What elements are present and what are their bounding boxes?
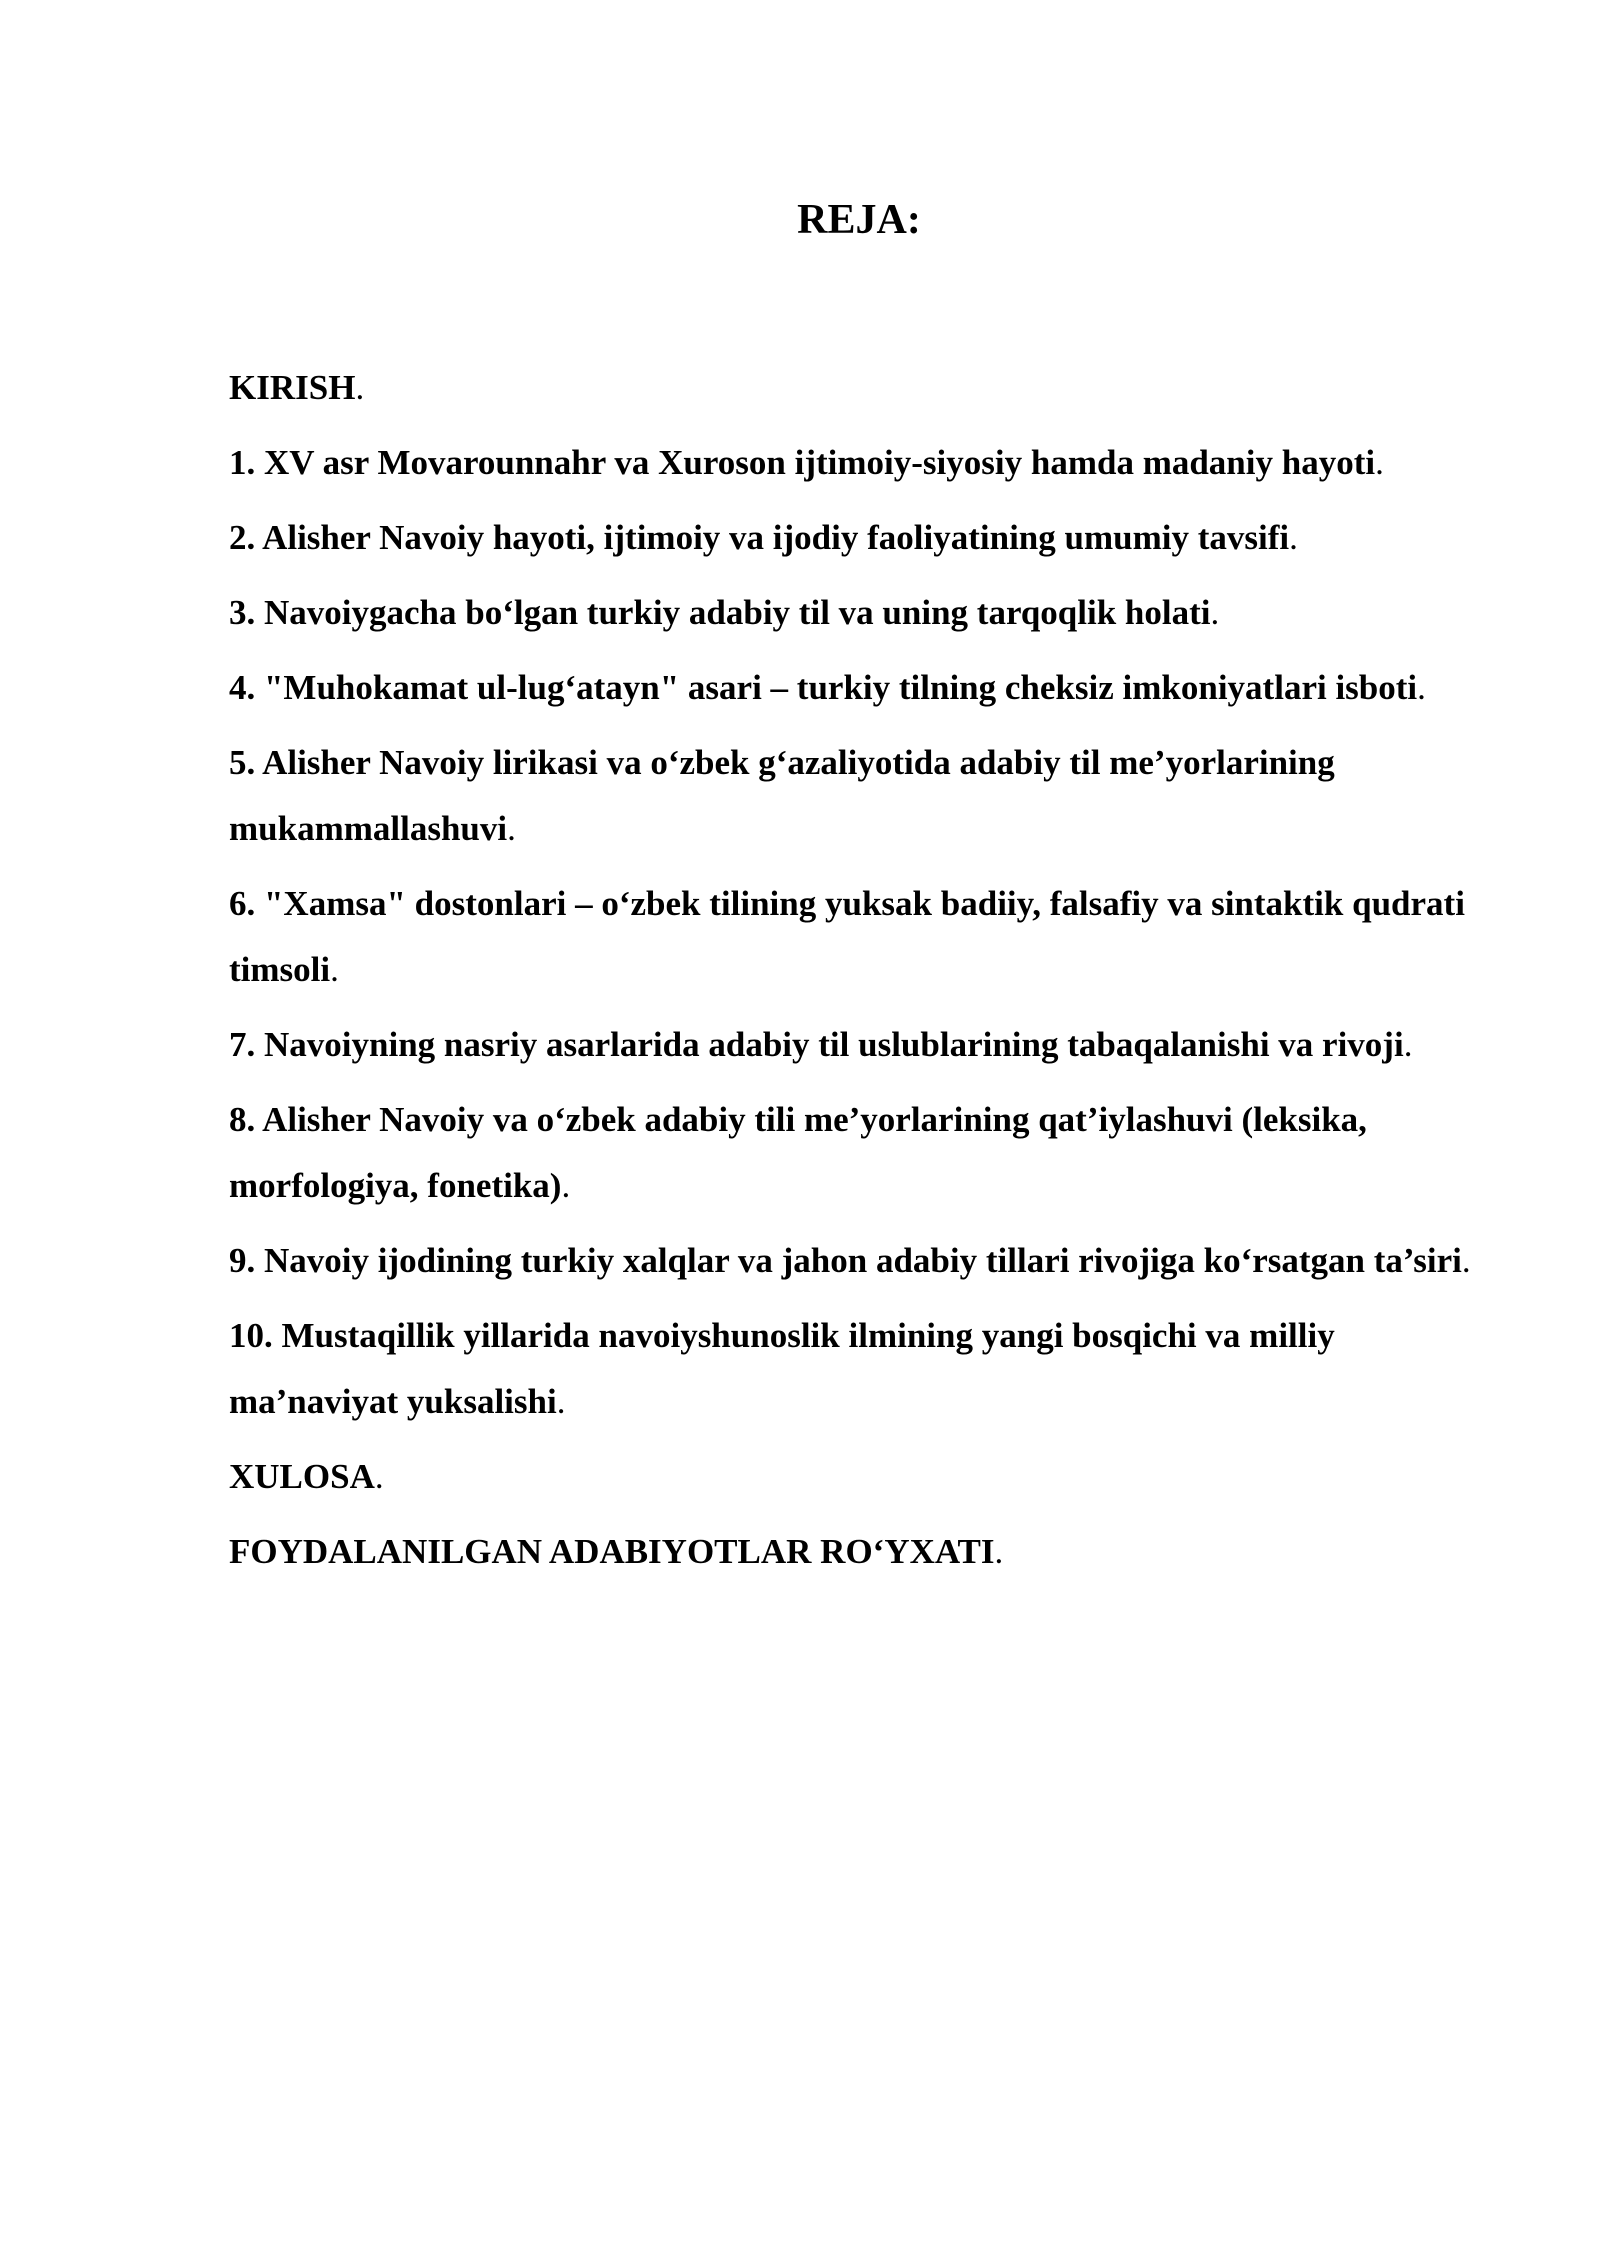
plan-item-3 — [229, 580, 1479, 646]
plan-item-period: . — [507, 809, 516, 848]
plan-item-text: 8. Alisher Navoiy va o‘zbek adabiy tili me’yorlarining qat’iylashuvi (leksika, morfologiya, fonetika) — [229, 1100, 1367, 1205]
plan-item-period: . — [1403, 1025, 1413, 1064]
plan-item-6 — [229, 871, 1479, 1003]
plan-item-text: XULOSA — [229, 1457, 375, 1496]
plan-item-period: . — [1289, 518, 1298, 557]
plan-item-text: 3. Navoiygacha bo‘lgan turkiy adabiy til va uning tarqoqlik holati — [229, 593, 1211, 632]
page-title: REJA: — [797, 197, 921, 243]
plan-item-text: 10. Mustaqillik yillarida navoiyshunoslik ilmining yangi bosqichi va milliy ma’naviyat yuksalishi — [229, 1316, 1335, 1421]
plan-item-10 — [229, 1303, 1479, 1435]
plan-item-text: 1. XV asr Movarounnahr va Xuroson ijtimoiy-siyosiy hamda madaniy hayoti — [229, 443, 1376, 482]
plan-item-period: . — [556, 1382, 566, 1421]
plan-item-conclusion — [229, 1444, 1479, 1510]
plan-item-text: 5. Alisher Navoiy lirikasi va o‘zbek g‘azaliyotida adabiy til me’yorlarining mukammallashuvi — [229, 743, 1335, 848]
plan-item-1 — [229, 430, 1479, 496]
plan-item-period: . — [374, 1457, 384, 1496]
plan-item-text: FOYDALANILGAN ADABIYOTLAR RO‘YXATI — [229, 1532, 995, 1571]
plan-item-references — [229, 1519, 1479, 1585]
plan-item-period: . — [1417, 668, 1426, 707]
plan-item-9 — [229, 1228, 1479, 1294]
plan-item-text: 2. Alisher Navoiy hayoti, ijtimoiy va ijodiy faoliyatining umumiy tavsifi — [229, 518, 1290, 557]
plan-item-7 — [229, 1012, 1479, 1078]
plan-item-period: . — [1375, 443, 1384, 482]
plan-item-period: . — [330, 950, 339, 989]
plan-item-2 — [229, 505, 1479, 571]
plan-item-text: 4. "Muhokamat ul-lug‘atayn" asari – turkiy tilning cheksiz imkoniyatlari isboti — [229, 668, 1418, 707]
plan-list — [229, 355, 1479, 1594]
plan-item-period: . — [994, 1532, 1004, 1571]
plan-item-text: 9. Navoiy ijodining turkiy xalqlar va jahon adabiy tillari rivojiga ko‘rsatgan ta’siri — [229, 1241, 1462, 1280]
plan-item-period: . — [561, 1166, 571, 1205]
plan-item-period: . — [1461, 1241, 1471, 1280]
plan-item-text: KIRISH — [229, 368, 356, 407]
plan-item-4 — [229, 655, 1479, 721]
plan-item-intro — [229, 355, 1479, 421]
plan-item-text: 7. Navoiyning nasriy asarlarida adabiy til uslublarining tabaqalanishi va rivoji — [229, 1025, 1404, 1064]
plan-item-8 — [229, 1087, 1479, 1219]
plan-item-period: . — [355, 368, 365, 407]
plan-item-period: . — [1210, 593, 1220, 632]
plan-item-5 — [229, 730, 1479, 862]
plan-item-text: 6. "Xamsa" dostonlari – o‘zbek tilining yuksak badiiy, falsafiy va sintaktik qudrati timsoli — [229, 884, 1465, 989]
